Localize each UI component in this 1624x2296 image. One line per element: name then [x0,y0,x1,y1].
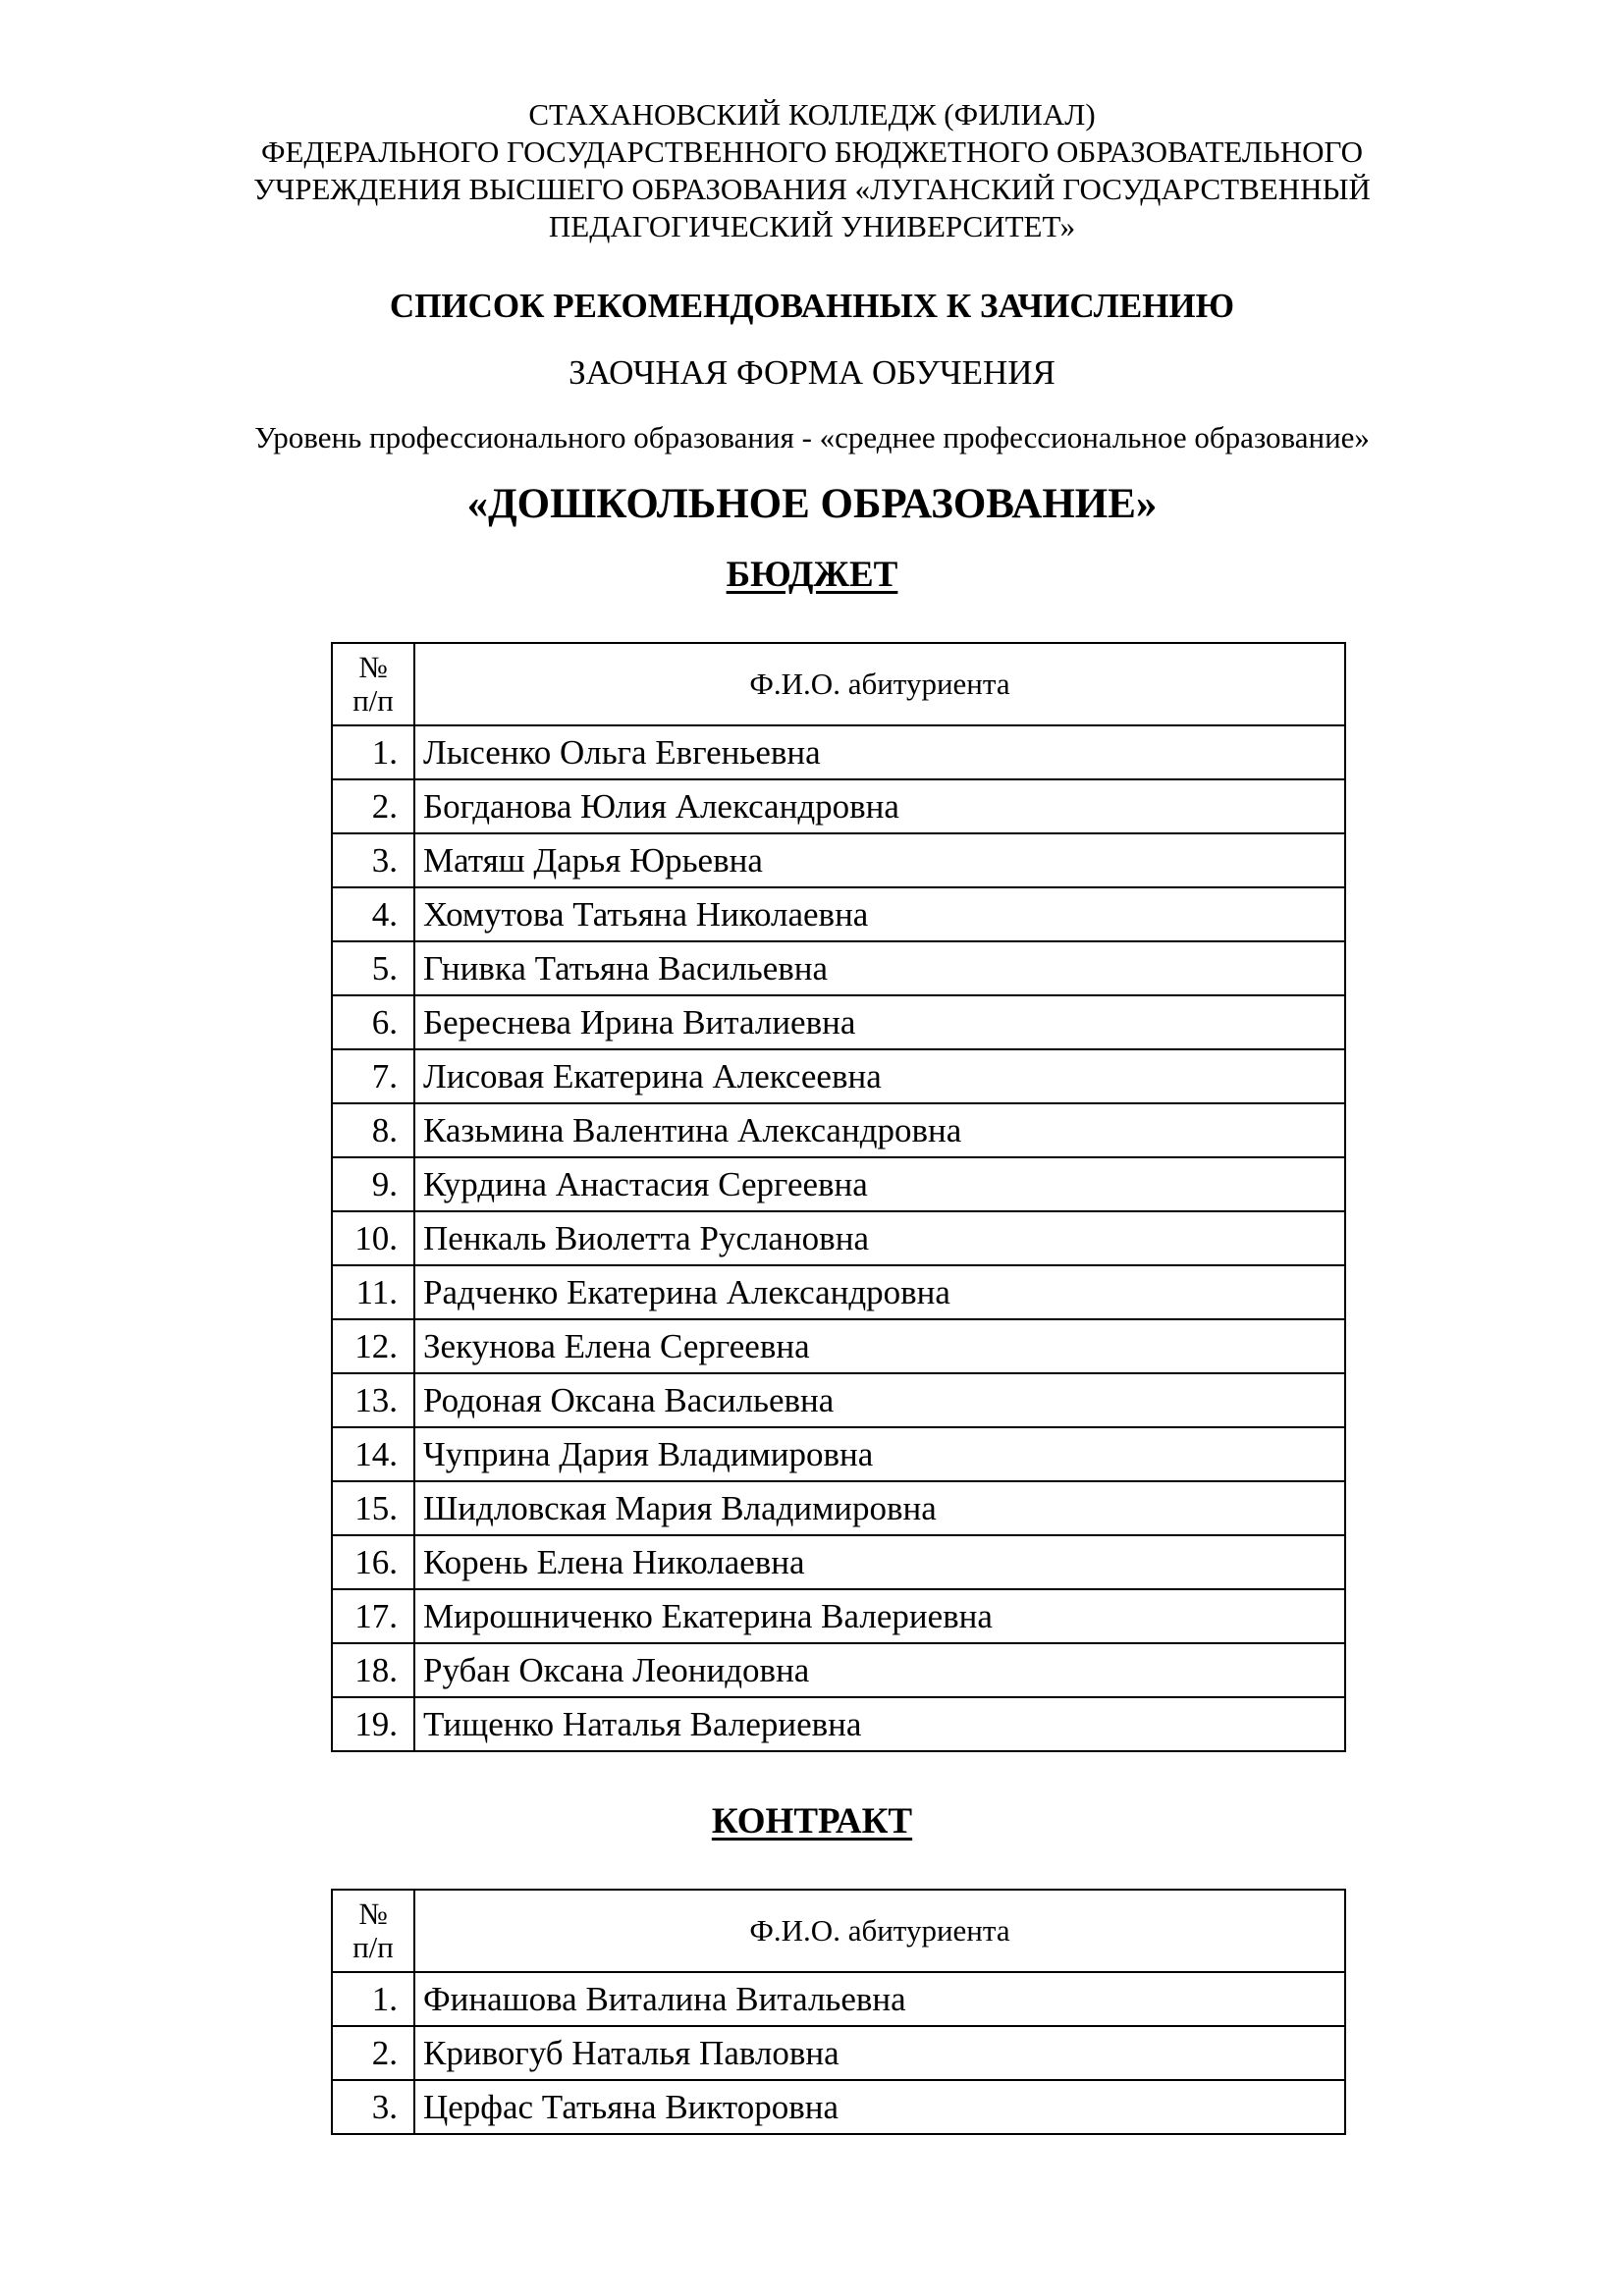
applicant-name: Финашова Виталина Витальевна [414,1972,1345,2026]
table-row [332,725,1345,779]
contract-heading: КОНТРАКТ [711,1801,913,1842]
table-row [332,779,1345,833]
applicant-name: Курдина Анастасия Сергеевна [414,1157,1345,1211]
row-number: 6. [332,995,414,1049]
applicant-name: Зекунова Елена Сергеевна [414,1319,1345,1373]
col-name-header: Ф.И.О. абитуриента [414,1890,1345,1972]
table-row [332,1265,1345,1319]
table-row [332,1103,1345,1157]
table-row [332,1481,1345,1535]
row-number: 3. [332,833,414,887]
row-number: 7. [332,1049,414,1103]
applicant-name: Шидловская Мария Владимировна [414,1481,1345,1535]
applicant-name: Рубан Оксана Леонидовна [414,1643,1345,1697]
header-line-3: УЧРЕЖДЕНИЯ ВЫСШЕГО ОБРАЗОВАНИЯ «ЛУГАНСКИЙ ГОСУДАРСТВЕННЫЙ [253,172,1371,206]
applicant-name: Родоная Оксана Васильевна [414,1373,1345,1427]
table-row [332,941,1345,995]
table-row [332,1535,1345,1589]
header-line-2: ФЕДЕРАЛЬНОГО ГОСУДАРСТВЕННОГО БЮДЖЕТНОГО ОБРАЗОВАТЕЛЬНОГО [260,134,1364,169]
col-num-abbr: п/п [352,1930,394,1964]
row-number: 2. [332,2026,414,2080]
row-number: 2. [332,779,414,833]
applicant-name: Пенкаль Виолетта Руслановна [414,1211,1345,1265]
applicant-name: Береснева Ирина Виталиевна [414,995,1345,1049]
applicant-name: Гнивка Татьяна Васильевна [414,941,1345,995]
table-row [332,1319,1345,1373]
table-row [332,1427,1345,1481]
applicant-name: Кривогуб Наталья Павловна [414,2026,1345,2080]
col-num-symbol: № [358,1896,388,1931]
row-number: 15. [332,1481,414,1535]
header-line-4: ПЕДАГОГИЧЕСКИЙ УНИВЕРСИТЕТ» [548,209,1076,243]
table-row [332,1049,1345,1103]
table-row [332,1373,1345,1427]
col-name-header: Ф.И.О. абитуриента [414,643,1345,725]
row-number: 5. [332,941,414,995]
table-row [332,1643,1345,1697]
table-row [332,2080,1345,2134]
applicant-name: Лисовая Екатерина Алексеевна [414,1049,1345,1103]
applicant-name: Лысенко Ольга Евгеньевна [414,725,1345,779]
row-number: 13. [332,1373,414,1427]
table-row [332,2026,1345,2080]
row-number: 1. [332,725,414,779]
applicant-name: Корень Елена Николаевна [414,1535,1345,1589]
budget-heading: БЮДЖЕТ [726,555,898,595]
row-number: 9. [332,1157,414,1211]
education-level: Уровень профессионального образования - «среднее профессиональное образование» [254,420,1370,454]
table-row [332,1211,1345,1265]
applicant-name: Матяш Дарья Юрьевна [414,833,1345,887]
row-number: 3. [332,2080,414,2134]
contract-table [331,1889,1346,2135]
row-number: 10. [332,1211,414,1265]
row-number: 11. [332,1265,414,1319]
col-num-symbol: № [358,650,388,684]
table-row [332,1589,1345,1643]
applicant-name: Казьмина Валентина Александровна [414,1103,1345,1157]
table-row [332,1972,1345,2026]
table-row [332,833,1345,887]
budget-table-header [332,643,1345,725]
applicant-name: Хомутова Татьяна Николаевна [414,887,1345,941]
col-num-abbr: п/п [352,683,394,718]
row-number: 19. [332,1697,414,1751]
row-number: 8. [332,1103,414,1157]
study-form: ЗАОЧНАЯ ФОРМА ОБУЧЕНИЯ [568,353,1056,392]
document-title: СПИСОК РЕКОМЕНДОВАННЫХ К ЗАЧИСЛЕНИЮ [389,287,1235,325]
row-number: 18. [332,1643,414,1697]
col-num-header [332,643,414,725]
applicant-name: Мирошниченко Екатерина Валериевна [414,1589,1345,1643]
row-number: 17. [332,1589,414,1643]
row-number: 14. [332,1427,414,1481]
row-number: 12. [332,1319,414,1373]
budget-table-body [332,725,1345,1751]
table-row [332,995,1345,1049]
budget-table [331,642,1346,1752]
applicant-name: Чуприна Дария Владимировна [414,1427,1345,1481]
applicant-name: Радченко Екатерина Александровна [414,1265,1345,1319]
table-row [332,1697,1345,1751]
row-number: 1. [332,1972,414,2026]
contract-table-body [332,1972,1345,2134]
table-row [332,1157,1345,1211]
header-line-1: СТАХАНОВСКИЙ КОЛЛЕДЖ (ФИЛИАЛ) [528,97,1096,132]
row-number: 16. [332,1535,414,1589]
col-num-header [332,1890,414,1972]
applicant-name: Церфас Татьяна Викторовна [414,2080,1345,2134]
contract-table-header [332,1890,1345,1972]
table-row [332,887,1345,941]
row-number: 4. [332,887,414,941]
specialty-title: «ДОШКОЛЬНОЕ ОБРАЗОВАНИЕ» [466,481,1158,527]
applicant-name: Богданова Юлия Александровна [414,779,1345,833]
applicant-name: Тищенко Наталья Валериевна [414,1697,1345,1751]
